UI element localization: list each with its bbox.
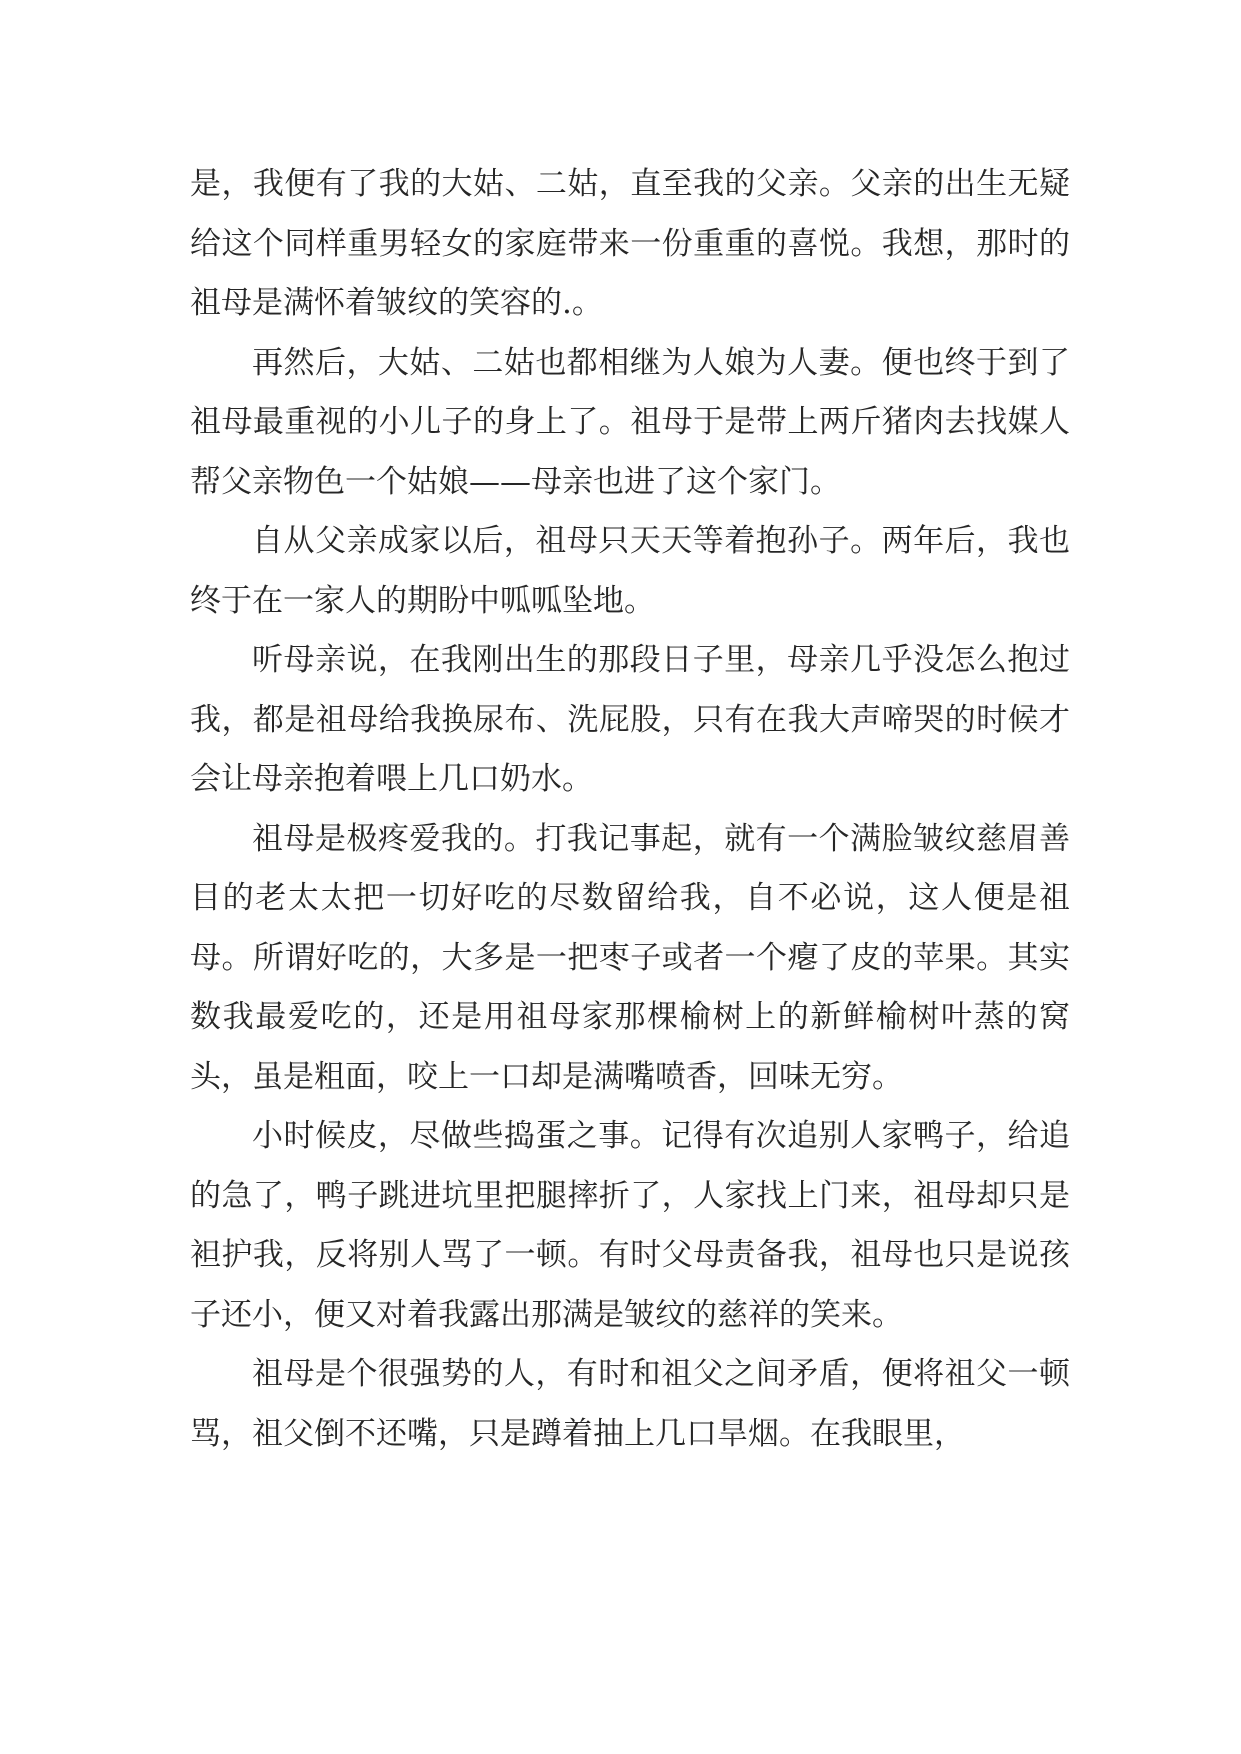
- paragraph: 祖母是个很强势的人，有时和祖父之间矛盾，便将祖父一顿骂，祖父倒不还嘴，只是蹲着抽上几口旱烟。在我眼里，: [190, 1356, 1070, 1452]
- paragraph: 祖母是极疼爱我的。打我记事起，就有一个满脸皱纹慈眉善目的老太太把一切好吃的尽数留给我，自不必说，这人便是祖母。所谓好吃的，大多是一把枣子或者一个瘪了皮的苹果。其实数我最爱吃的，还是用祖母家那棵榆树上的新鲜榆树叶蒸的窝头，虽是粗面，咬上一口却是满嘴喷香，回味无穷。: [190, 820, 1070, 1095]
- paragraph: 再然后，大姑、二姑也都相继为人娘为人妻。便也终于到了祖母最重视的小儿子的身上了。祖母于是带上两斤猪肉去找媒人帮父亲物色一个姑娘——母亲也进了这个家门。: [190, 344, 1070, 500]
- body-text: [190, 155, 1070, 1464]
- paragraph: 小时候皮，尽做些捣蛋之事。记得有次追别人家鸭子，给追的急了，鸭子跳进坑里把腿摔折了，人家找上门来，祖母却只是袒护我，反将别人骂了一顿。有时父母责备我，祖母也只是说孩子还小，便又对着我露出那满是皱纹的慈祥的笑来。: [190, 1118, 1070, 1333]
- paragraph: 是，我便有了我的大姑、二姑，直至我的父亲。父亲的出生无疑给这个同样重男轻女的家庭带来一份重重的喜悦。我想，那时的祖母是满怀着皱纹的笑容的.。: [190, 166, 1070, 321]
- paragraph: 听母亲说，在我刚出生的那段日子里，母亲几乎没怎么抱过我，都是祖母给我换尿布、洗屁股，只有在我大声啼哭的时候才会让母亲抱着喂上几口奶水。: [190, 642, 1070, 797]
- paragraph: 自从父亲成家以后，祖母只天天等着抱孙子。两年后，我也终于在一家人的期盼中呱呱坠地。: [190, 523, 1070, 619]
